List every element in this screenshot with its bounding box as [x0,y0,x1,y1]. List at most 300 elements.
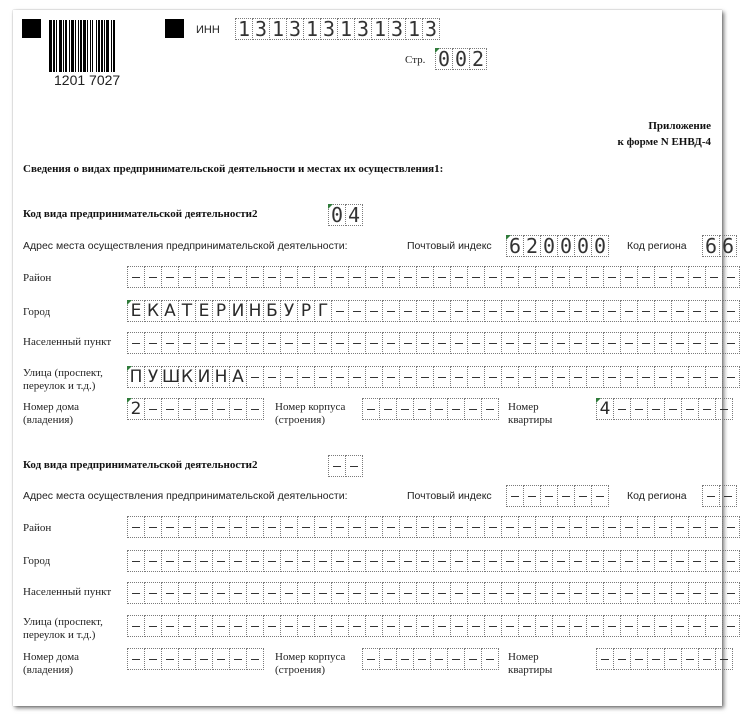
empty-char-cell [671,332,689,354]
filled-char-cell: Н [212,366,230,388]
empty-char-cell [127,266,145,288]
house-label-1: Номер дома (владения) [23,401,79,426]
filled-char-cell: Р [212,300,230,322]
empty-char-cell [399,550,417,572]
empty-char-cell [603,550,621,572]
filled-char-cell: 3 [388,18,406,40]
empty-char-cell [297,516,315,538]
empty-char-cell [688,550,706,572]
building-label-1: Номер корпуса (строения) [275,401,346,426]
activity-code-cells-2[interactable] [328,455,362,477]
empty-char-cell [501,550,519,572]
filled-char-cell: 3 [320,18,338,40]
filled-char-cell: У [144,366,162,388]
house-label-2: Номер дома (владения) [23,651,79,676]
empty-char-cell [671,550,689,572]
empty-char-cell [348,615,366,637]
empty-char-cell [518,266,536,288]
empty-char-cell [518,615,536,637]
empty-char-cell [161,648,179,670]
apartment-label-2: Номер квартиры [508,651,553,676]
empty-char-cell [161,582,179,604]
empty-char-cell [399,582,417,604]
empty-char-cell [161,550,179,572]
empty-char-cell [127,516,145,538]
empty-char-cell [705,366,723,388]
empty-char-cell [297,332,315,354]
empty-char-cell [229,615,247,637]
address-label-2: Адрес места осуществления предпринимательской деятельности: [23,490,348,502]
empty-char-cell [297,266,315,288]
empty-char-cell [518,332,536,354]
empty-char-cell [297,550,315,572]
corner-marker-right [165,19,184,38]
filled-char-cell: 0 [557,235,575,257]
empty-char-cell [314,332,332,354]
empty-char-cell [715,648,733,670]
house-cells-2[interactable] [127,648,263,670]
postal-code-cells-1[interactable] [506,235,608,257]
empty-char-cell [348,266,366,288]
empty-char-cell [263,266,281,288]
locality-cells-2[interactable] [127,582,739,604]
empty-char-cell [229,332,247,354]
empty-char-cell [586,615,604,637]
empty-char-cell [620,516,638,538]
empty-char-cell [654,615,672,637]
empty-char-cell [722,266,740,288]
empty-char-cell [382,516,400,538]
filled-char-cell: П [127,366,145,388]
empty-char-cell [331,266,349,288]
empty-char-cell [127,332,145,354]
empty-char-cell [348,366,366,388]
empty-char-cell [331,582,349,604]
empty-char-cell [552,332,570,354]
empty-char-cell [263,366,281,388]
empty-char-cell [481,648,499,670]
empty-char-cell [484,266,502,288]
empty-char-cell [450,582,468,604]
empty-char-cell [331,516,349,538]
filled-char-cell: 6 [702,235,720,257]
empty-char-cell [647,648,665,670]
empty-char-cell [654,266,672,288]
empty-char-cell [467,615,485,637]
empty-char-cell [613,398,631,420]
empty-char-cell [501,266,519,288]
region-label-1: Код региона [627,240,687,252]
empty-char-cell [280,516,298,538]
inn-label: ИНН [196,24,220,36]
empty-char-cell [552,516,570,538]
filled-char-cell: А [229,366,247,388]
empty-char-cell [246,648,264,670]
filled-char-cell: 0 [452,48,470,70]
filled-char-cell: У [280,300,298,322]
city-cells-1[interactable] [127,300,739,322]
street-label-1: Улица (проспект, переулок и т.д.) [23,367,103,392]
filled-char-cell: Е [127,300,145,322]
empty-char-cell [195,516,213,538]
empty-char-cell [365,516,383,538]
activity-code-cells-1[interactable] [328,204,362,226]
empty-char-cell [484,332,502,354]
empty-char-cell [637,300,655,322]
filled-char-cell: 0 [328,204,346,226]
empty-char-cell [484,516,502,538]
empty-char-cell [433,582,451,604]
empty-char-cell [569,332,587,354]
empty-char-cell [569,300,587,322]
empty-char-cell [382,300,400,322]
empty-char-cell [630,398,648,420]
district-label-1: Район [23,272,52,284]
filled-char-cell: 0 [540,235,558,257]
empty-char-cell [535,366,553,388]
empty-char-cell [501,582,519,604]
empty-char-cell [246,366,264,388]
region-label-2: Код региона [627,490,687,502]
empty-char-cell [144,550,162,572]
barcode-number: 1201 7027 [54,72,121,88]
empty-char-cell [722,516,740,538]
empty-char-cell [535,332,553,354]
empty-char-cell [654,516,672,538]
empty-char-cell [297,615,315,637]
empty-char-cell [433,266,451,288]
postal-code-cells-2[interactable] [506,485,608,507]
street-cells-1[interactable] [127,366,739,388]
empty-char-cell [212,550,230,572]
empty-char-cell [195,648,213,670]
empty-char-cell [178,266,196,288]
empty-char-cell [603,266,621,288]
filled-char-cell: 2 [523,235,541,257]
empty-char-cell [596,648,614,670]
empty-char-cell [722,300,740,322]
empty-char-cell [671,366,689,388]
locality-cells-1[interactable] [127,332,739,354]
filled-char-cell: И [195,366,213,388]
page-label: Стр. [405,54,426,66]
empty-char-cell [263,550,281,572]
empty-char-cell [396,648,414,670]
filled-char-cell: 1 [303,18,321,40]
empty-char-cell [637,332,655,354]
region-code-cells-1[interactable] [702,235,736,257]
form-page [13,10,735,706]
empty-char-cell [681,398,699,420]
empty-char-cell [705,550,723,572]
empty-char-cell [229,516,247,538]
empty-char-cell [280,582,298,604]
empty-char-cell [484,550,502,572]
empty-char-cell [591,485,609,507]
empty-char-cell [484,582,502,604]
empty-char-cell [416,366,434,388]
empty-char-cell [144,516,162,538]
empty-char-cell [178,648,196,670]
empty-char-cell [630,648,648,670]
empty-char-cell [664,648,682,670]
empty-char-cell [467,516,485,538]
empty-char-cell [603,332,621,354]
empty-char-cell [450,615,468,637]
empty-char-cell [263,516,281,538]
empty-char-cell [620,366,638,388]
empty-char-cell [382,550,400,572]
empty-char-cell [362,398,380,420]
empty-char-cell [144,398,162,420]
empty-char-cell [569,550,587,572]
empty-char-cell [647,398,665,420]
apartment-cells-2[interactable] [596,648,732,670]
filled-char-cell: Р [297,300,315,322]
empty-char-cell [620,582,638,604]
empty-char-cell [348,550,366,572]
empty-char-cell [671,582,689,604]
activity-code-label-2: Код вида предпринимательской деятельности2 [23,459,258,471]
empty-char-cell [705,332,723,354]
empty-char-cell [705,582,723,604]
empty-char-cell [178,332,196,354]
empty-char-cell [586,300,604,322]
filled-char-cell: 1 [371,18,389,40]
empty-char-cell [620,550,638,572]
empty-char-cell [688,582,706,604]
empty-char-cell [348,516,366,538]
empty-char-cell [416,516,434,538]
house-cells-1[interactable] [127,398,263,420]
empty-char-cell [195,398,213,420]
empty-char-cell [688,366,706,388]
empty-char-cell [506,485,524,507]
empty-char-cell [195,266,213,288]
empty-char-cell [144,615,162,637]
empty-char-cell [535,615,553,637]
empty-char-cell [314,550,332,572]
empty-char-cell [314,516,332,538]
empty-char-cell [314,266,332,288]
empty-char-cell [574,485,592,507]
apartment-cells-1[interactable] [596,398,732,420]
empty-char-cell [348,582,366,604]
empty-char-cell [263,615,281,637]
apartment-label-1: Номер квартиры [508,401,553,426]
city-cells-2[interactable] [127,550,739,572]
empty-char-cell [637,516,655,538]
empty-char-cell [450,366,468,388]
activity-code-label-1: Код вида предпринимательской деятельности2 [23,208,258,220]
empty-char-cell [518,366,536,388]
empty-char-cell [518,582,536,604]
filled-char-cell: К [178,366,196,388]
empty-char-cell [331,332,349,354]
empty-char-cell [688,516,706,538]
district-cells-2[interactable] [127,516,739,538]
empty-char-cell [433,366,451,388]
empty-char-cell [654,550,672,572]
empty-char-cell [467,300,485,322]
empty-char-cell [144,648,162,670]
empty-char-cell [637,266,655,288]
empty-char-cell [705,266,723,288]
empty-char-cell [212,582,230,604]
empty-char-cell [348,332,366,354]
empty-char-cell [637,582,655,604]
empty-char-cell [348,300,366,322]
empty-char-cell [229,648,247,670]
empty-char-cell [212,398,230,420]
empty-char-cell [263,332,281,354]
empty-char-cell [620,332,638,354]
empty-char-cell [501,300,519,322]
postal-label-1: Почтовый индекс [407,240,492,252]
empty-char-cell [620,266,638,288]
empty-char-cell [328,455,346,477]
page-cells[interactable] [435,48,486,70]
barcode-bar [113,20,115,72]
empty-char-cell [280,550,298,572]
filled-char-cell: 4 [596,398,614,420]
empty-char-cell [178,615,196,637]
filled-char-cell: 2 [127,398,145,420]
empty-char-cell [484,300,502,322]
locality-label-1: Населенный пункт [23,336,112,348]
filled-char-cell: А [161,300,179,322]
empty-char-cell [620,300,638,322]
empty-char-cell [127,615,145,637]
empty-char-cell [569,366,587,388]
empty-char-cell [603,516,621,538]
empty-char-cell [331,550,349,572]
empty-char-cell [688,300,706,322]
empty-char-cell [464,398,482,420]
empty-char-cell [586,366,604,388]
empty-char-cell [345,455,363,477]
empty-char-cell [552,300,570,322]
empty-char-cell [246,615,264,637]
empty-char-cell [430,648,448,670]
filled-char-cell: Е [195,300,213,322]
appendix-title: Приложение [648,120,711,132]
empty-char-cell [399,300,417,322]
empty-char-cell [518,550,536,572]
city-label-1: Город [23,306,51,318]
empty-char-cell [535,550,553,572]
empty-char-cell [715,398,733,420]
empty-char-cell [161,398,179,420]
district-cells-1[interactable] [127,266,739,288]
empty-char-cell [722,332,740,354]
inn-cells[interactable] [235,18,439,40]
empty-char-cell [280,366,298,388]
building-cells-1[interactable] [362,398,498,420]
empty-char-cell [569,582,587,604]
locality-label-2: Населенный пункт [23,586,112,598]
filled-char-cell: 4 [345,204,363,226]
empty-char-cell [161,266,179,288]
empty-char-cell [246,582,264,604]
empty-char-cell [413,398,431,420]
empty-char-cell [365,300,383,322]
empty-char-cell [127,550,145,572]
empty-char-cell [297,582,315,604]
empty-char-cell [722,615,740,637]
empty-char-cell [144,582,162,604]
empty-char-cell [586,266,604,288]
postal-label-2: Почтовый индекс [407,490,492,502]
empty-char-cell [229,550,247,572]
empty-char-cell [688,266,706,288]
empty-char-cell [540,485,558,507]
empty-char-cell [382,366,400,388]
empty-char-cell [552,266,570,288]
empty-char-cell [195,582,213,604]
empty-char-cell [144,266,162,288]
empty-char-cell [722,550,740,572]
empty-char-cell [212,516,230,538]
filled-char-cell: 3 [422,18,440,40]
empty-char-cell [467,266,485,288]
building-cells-2[interactable] [362,648,498,670]
empty-char-cell [416,332,434,354]
empty-char-cell [535,516,553,538]
empty-char-cell [671,300,689,322]
empty-char-cell [664,398,682,420]
empty-char-cell [702,485,720,507]
empty-char-cell [518,516,536,538]
empty-char-cell [705,615,723,637]
empty-char-cell [416,582,434,604]
filled-char-cell: 0 [591,235,609,257]
empty-char-cell [705,516,723,538]
empty-char-cell [586,516,604,538]
empty-char-cell [246,332,264,354]
empty-char-cell [698,398,716,420]
empty-char-cell [603,615,621,637]
empty-char-cell [467,332,485,354]
empty-char-cell [535,300,553,322]
filled-char-cell: И [229,300,247,322]
empty-char-cell [518,300,536,322]
empty-char-cell [620,615,638,637]
empty-char-cell [484,615,502,637]
empty-char-cell [450,550,468,572]
empty-char-cell [586,332,604,354]
empty-char-cell [280,332,298,354]
empty-char-cell [501,332,519,354]
region-code-cells-2[interactable] [702,485,736,507]
empty-char-cell [552,615,570,637]
empty-char-cell [450,332,468,354]
empty-char-cell [144,332,162,354]
empty-char-cell [365,332,383,354]
empty-char-cell [603,582,621,604]
city-label-2: Город [23,555,51,567]
street-cells-2[interactable] [127,615,739,637]
empty-char-cell [246,266,264,288]
empty-char-cell [430,398,448,420]
empty-char-cell [365,266,383,288]
empty-char-cell [613,648,631,670]
empty-char-cell [365,366,383,388]
empty-char-cell [501,516,519,538]
empty-char-cell [433,332,451,354]
empty-char-cell [331,366,349,388]
empty-char-cell [671,516,689,538]
